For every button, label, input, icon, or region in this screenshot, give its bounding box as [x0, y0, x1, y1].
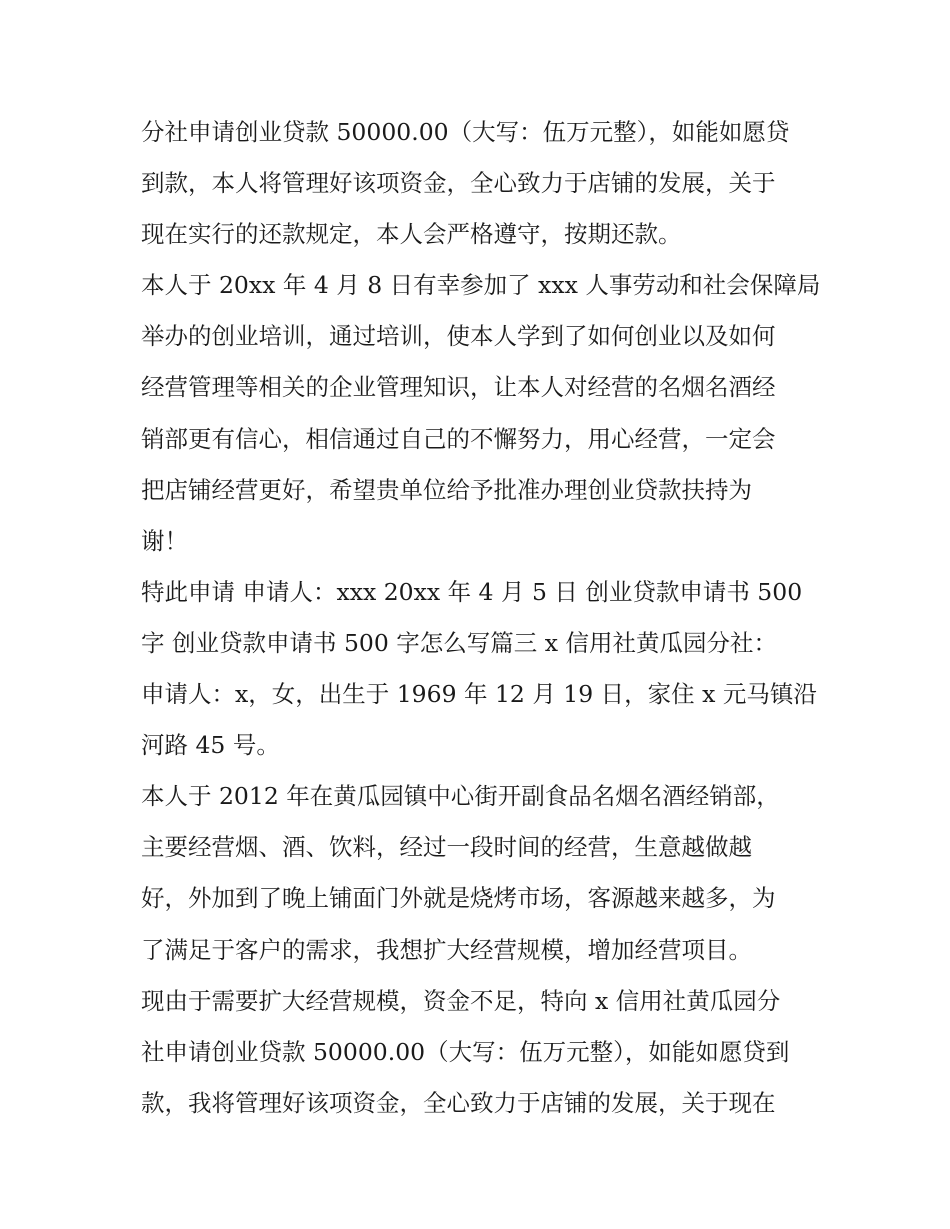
text-line-14: 本人于 2012 年在黄瓜园镇中心街开副食品名烟名酒经销部，	[141, 782, 780, 811]
text-line-18: 现由于需要扩大经营规模，资金不足，特向 x 信用社黄瓜园分	[141, 986, 781, 1015]
text-line-13: 河路 45 号。	[141, 731, 280, 760]
text-line-8: 把店铺经营更好，希望贵单位给予批准办理创业贷款扶持为	[141, 475, 752, 504]
text-line-16: 好，外加到了晚上铺面门外就是烧烤市场，客源越来越多，为	[141, 884, 776, 913]
text-line-7: 销部更有信心，相信通过自己的不懈努力，用心经营，一定会	[141, 424, 776, 453]
text-line-4: 本人于 20xx 年 4 月 8 日有幸参加了 xxx 人事劳动和社会保障局	[141, 271, 821, 300]
text-line-10: 特此申请 申请人：xxx 20xx 年 4 月 5 日 创业贷款申请书 500	[141, 577, 803, 606]
text-line-3: 现在实行的还款规定，本人会严格遵守，按期还款。	[141, 220, 682, 249]
text-line-1: 分社申请创业贷款 50000.00（大写：伍万元整），如能如愿贷	[141, 118, 790, 146]
text-line-19: 社申请创业贷款 50000.00（大写：伍万元整），如能如愿贷到	[141, 1037, 790, 1066]
text-line-20: 款，我将管理好该项资金，全心致力于店铺的发展，关于现在	[141, 1088, 776, 1117]
text-line-2: 到款，本人将管理好该项资金，全心致力于店铺的发展，关于	[141, 169, 776, 198]
text-line-9: 谢！	[141, 526, 188, 555]
text-line-17: 了满足于客户的需求，我想扩大经营规模，增加经营项目。	[141, 935, 752, 964]
text-line-15: 主要经营烟、酒、饮料，经过一段时间的经营，生意越做越	[141, 833, 752, 862]
text-line-6: 经营管理等相关的企业管理知识，让本人对经营的名烟名酒经	[141, 373, 776, 402]
text-line-5: 举办的创业培训，通过培训，使本人学到了如何创业以及如何	[141, 322, 776, 351]
text-line-12: 申请人：x，女，出生于 1969 年 12 月 19 日，家住 x 元马镇沿	[141, 680, 817, 709]
text-line-11: 字 创业贷款申请书 500 字怎么写篇三 x 信用社黄瓜园分社：	[141, 628, 777, 657]
document-body	[141, 107, 821, 1129]
